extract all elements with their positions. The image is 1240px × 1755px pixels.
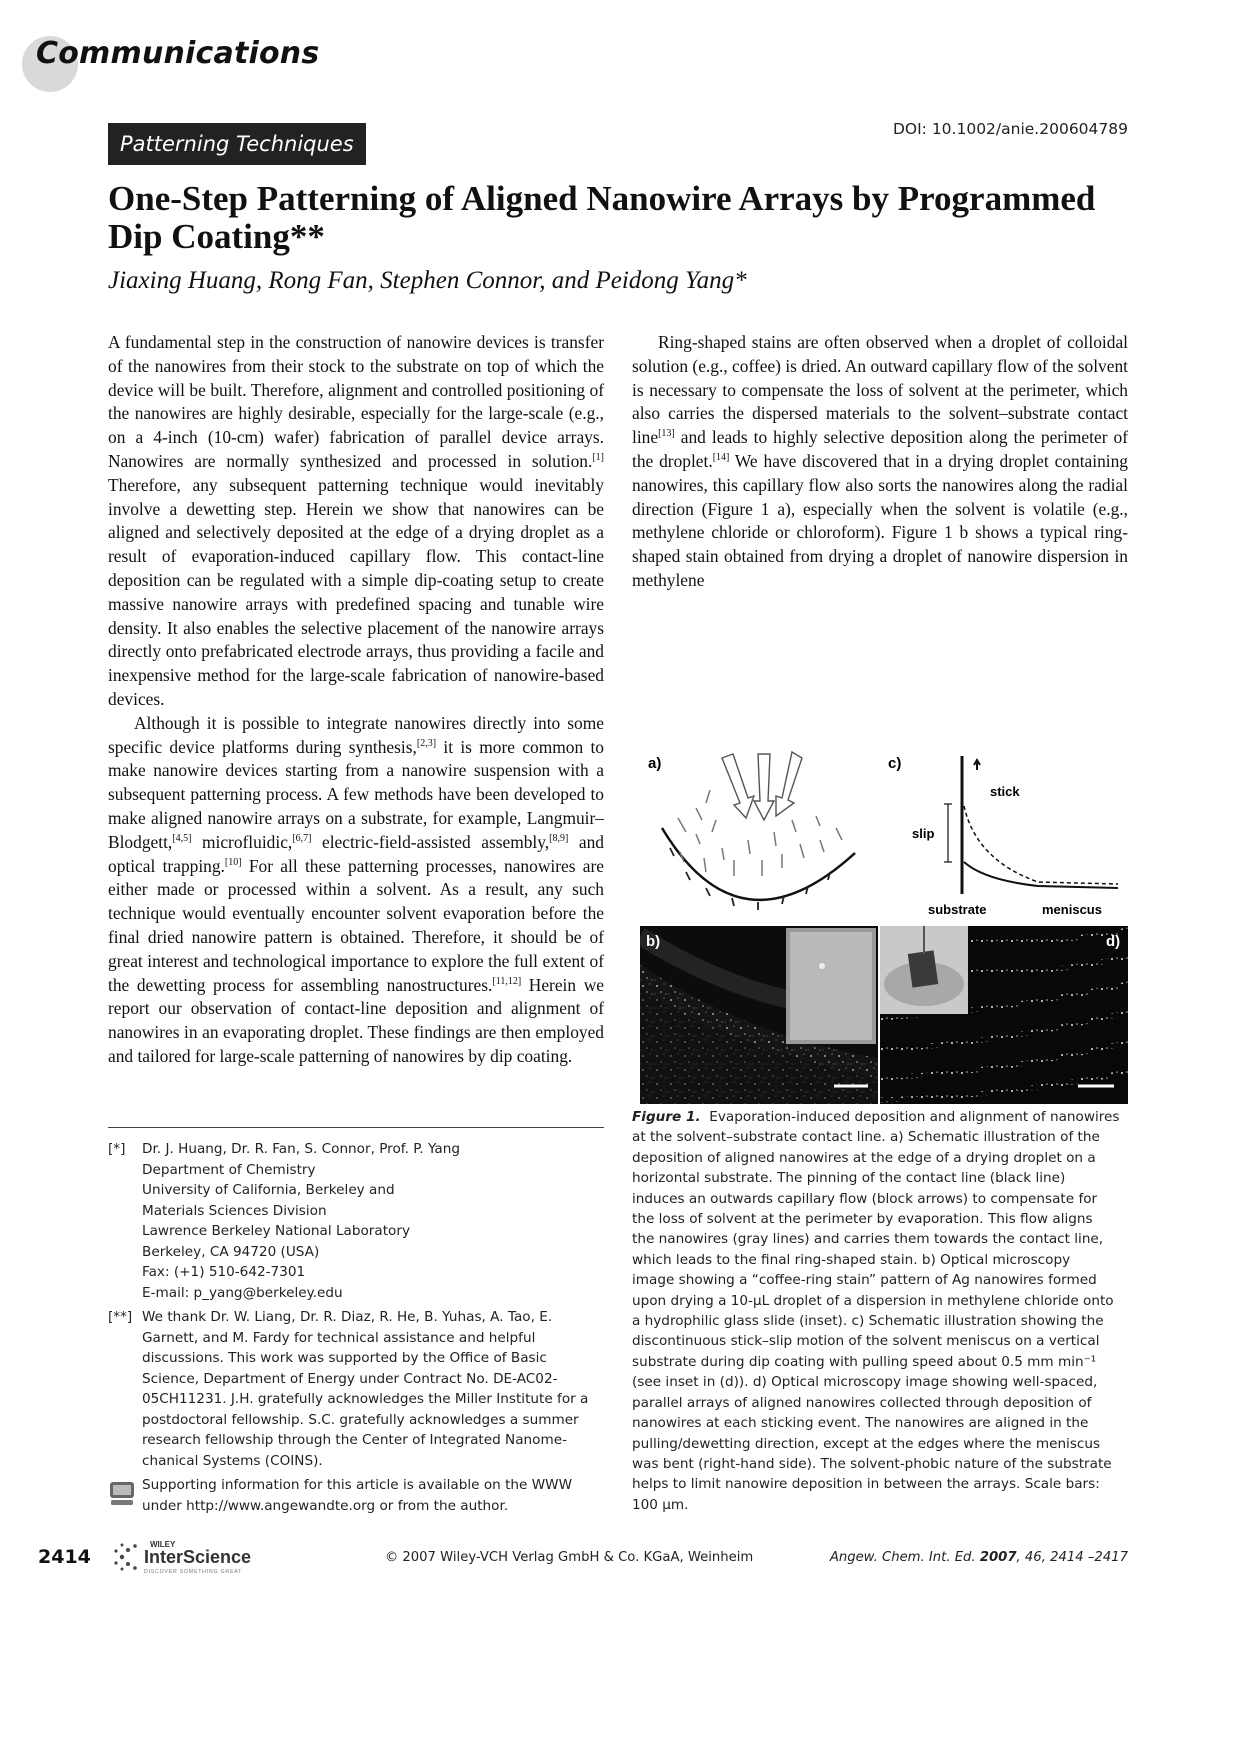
supporting-info — [108, 1475, 608, 1516]
journal-name: Angew. Chem. Int. Ed. — [829, 1550, 980, 1565]
computer-icon — [108, 1479, 136, 1507]
citation-ref[interactable]: [6,7] — [292, 832, 312, 844]
footnote-line: Materials Sciences Division — [142, 1202, 327, 1219]
footnote-line: research fellowship through the Center of Integrated Nanome- — [142, 1432, 568, 1448]
footnote-lines — [142, 1307, 588, 1471]
footnote-line: Department of Chemistry — [142, 1161, 316, 1178]
text-run: it is more common to make nanowire devices starting from a nanowire suspension with a subsequent patterning process. A few methods have been developed to make aligned nanowire arrays on a substrate, for example, Langmuir–Blodgett, — [108, 736, 604, 852]
text-run: Ring-shaped stains are often observed when a droplet of colloidal solution (e.g., coffee) is dried. An outward capillary flow of the solvent is necessary to compensate the loss of solvent at the perimeter, which also carries the dispersed materials to the solvent–substrate contact line — [632, 332, 1128, 448]
figure-panel-d — [880, 926, 1128, 1104]
slip-label: slip — [912, 826, 935, 841]
footnote-line: Garnett, and M. Fardy for technical assistance and helpful — [142, 1329, 536, 1346]
figure-panel-a — [640, 748, 865, 922]
caption-line: discontinuous stick–slip motion of the solvent meniscus on a vertical — [632, 1333, 1100, 1350]
caption-line: substrate during dip coating with pulling speed about 0.5 mm min⁻¹ — [632, 1353, 1097, 1370]
caption-line: which leads to the final ring-shaped stain. b) Optical microscopy — [632, 1251, 1071, 1268]
caption-line: the loss of solvent at the perimeter by evaporation. This flow aligns — [632, 1211, 1093, 1228]
pull-direction-icon — [974, 760, 980, 770]
footnote-mark: [**] — [108, 1309, 133, 1325]
caption-line: was bent (right-hand side). The solvent-phobic nature of the substrate — [632, 1455, 1112, 1472]
caption-line: 100 μm. — [632, 1496, 689, 1513]
footnote-line: 05CH11231. J.H. gratefully acknowledges the Miller Institute for a — [142, 1391, 589, 1407]
footnote-line: Berkeley, CA 94720 (USA) — [142, 1243, 320, 1260]
caption-line: induces an outwards capillary flow (block arrows) to compensate for — [632, 1190, 1098, 1207]
text-run: electric-field-assisted assembly, — [311, 831, 550, 852]
text-run: microfluidic, — [191, 831, 293, 852]
logo-main-text: InterScience — [144, 1547, 252, 1567]
citation-ref[interactable]: [1] — [592, 451, 604, 463]
inset-substrate — [908, 950, 938, 987]
article-authors: Jiaxing Huang, Rong Fan, Stephen Connor, and Peidong Yang* — [108, 267, 747, 294]
footnote-line: Lawrence Berkeley National Laboratory — [142, 1223, 410, 1239]
inset-photo-glass — [790, 932, 872, 1040]
journal-year: 2007 — [979, 1550, 1017, 1565]
footnote-line: chanical Systems (COINS). — [142, 1452, 323, 1469]
caption-line: upon drying a 10-μL droplet of a dispersion in methylene chloride onto — [632, 1292, 1114, 1309]
footnotes — [108, 1139, 608, 1516]
text-run: Although it is possible to integrate nanowires directly into some specific device platforms during synthesis, — [108, 712, 604, 757]
footnote-line: Dr. J. Huang, Dr. R. Fan, S. Connor, Prof. P. Yang — [142, 1141, 460, 1157]
footnote-line: Fax: (+1) 510-642-7301 — [142, 1264, 306, 1280]
stick-label: stick — [990, 784, 1020, 799]
text-run: For all these patterning processes, nanowires are either made or processed within a solvent. As a result, any such technique would eventually encounter solvent evaporation before the final dried nanowire pattern is obtained. Therefore, it should be of great interest and technological importance to explore the full extent of the dewetting process for assembling nanostructures. — [108, 855, 604, 995]
footnote-divider — [108, 1127, 604, 1128]
citation-ref[interactable]: [11,12] — [492, 975, 522, 987]
caption-line: deposition of aligned nanowires at the edge of a drying droplet on a — [632, 1149, 1096, 1166]
supporting-info-lines — [142, 1475, 572, 1516]
caption-line: horizontal substrate. The pinning of the contact line (black line) — [632, 1170, 1066, 1187]
footnote-line: discussions. This work was supported by the Office of Basic — [142, 1350, 547, 1366]
caption-line: nanowires at each sticking event. The nanowires are aligned in the — [632, 1415, 1089, 1432]
body-column-left — [108, 331, 604, 1069]
logo-tagline: DISCOVER SOMETHING GREAT — [144, 1569, 243, 1575]
figure-panel-c — [878, 748, 1128, 922]
body-column-right — [632, 331, 1128, 593]
figure-caption — [632, 1107, 1128, 1515]
citation-ref[interactable]: [2,3] — [416, 737, 437, 749]
logo-mark — [114, 1544, 136, 1571]
panel-label-b: b) — [646, 933, 661, 950]
citation-ref[interactable]: [10] — [224, 856, 242, 868]
supporting-info-link[interactable]: under http://www.angewandte.org or from the author. — [142, 1497, 509, 1514]
doi-link[interactable]: DOI: 10.1002/anie.200604789 — [892, 120, 1128, 138]
footnote-lines — [142, 1139, 460, 1303]
figure-panel-b — [640, 926, 878, 1104]
substrate-label: substrate — [928, 902, 987, 917]
text-run: We have discovered that in a drying droplet containing nanowires, this capillary flow also sorts the nanowires along the radial direction (Figure 1 a), especially when the solvent is volatile (e.g., methylene chloride or chloroform). Figure 1 b shows a typical ring-shaped stain obtained from drying a droplet of nanowire dispersion in methylene — [632, 450, 1128, 590]
panel-label-c: c) — [888, 755, 902, 772]
footnote-line: Science, Department of Energy under Contract No. DE-AC02- — [142, 1370, 558, 1387]
footnote-line: postdoctoral fellowship. S.C. gratefully acknowledges a summer — [142, 1411, 579, 1428]
journal-citation — [830, 1550, 1128, 1565]
citation-ref[interactable]: [8,9] — [549, 832, 569, 844]
article-title: One-Step Patterning of Aligned Nanowire Arrays by Programmed Dip Coating** — [108, 179, 1096, 256]
caption-line: the nanowires (gray lines) and carries them towards the contact line, — [632, 1231, 1104, 1248]
caption-line — [632, 1107, 1128, 1127]
inset-droplet — [819, 963, 825, 969]
footnote-acknowledgment — [108, 1307, 608, 1471]
caption-title: Figure 1. — [632, 1109, 701, 1125]
panel-label-a: a) — [648, 755, 662, 772]
logo-small-text: WILEY — [150, 1540, 176, 1549]
citation-ref[interactable]: [14] — [712, 451, 730, 463]
topic-tag: Patterning Techniques — [108, 123, 366, 165]
text-run: Therefore, any subsequent patterning technique would inevitably involve a dewetting step. Herein we show that nanowires can be aligned and selectively deposited at the edge of a drying droplet as a result of evaporation-induced capillary flow. This contact-line deposition can be regulated with a simple dip-coating setup to create massive nanowire arrays with predefined spacing and tunable wire density. It also enables the selective placement of the nanowire arrays directly onto prefabricated electrode arrays, thus providing a facile and inexpensive method for the large-scale fabrication of nanowire-based devices. — [108, 474, 604, 709]
text-run: and optical trapping. — [108, 831, 604, 876]
caption-line: parallel arrays of aligned nanowires collected through deposition of — [632, 1394, 1092, 1411]
contact-line — [662, 828, 855, 900]
footnote-affiliation — [108, 1139, 608, 1303]
interscience-logo — [108, 1537, 278, 1577]
caption-line: at the solvent–substrate contact line. a) Schematic illustration of the — [632, 1129, 1100, 1146]
capillary-flow-arrows — [722, 752, 802, 820]
caption-line: (see inset in (d)). d) Optical microscopy image showing well-spaced, — [632, 1374, 1098, 1391]
footnote-line: We thank Dr. W. Liang, Dr. R. Diaz, R. He, B. Yuhas, A. Tao, E. — [142, 1309, 553, 1325]
deposited-nanowires — [670, 848, 830, 910]
nanowires — [678, 790, 842, 876]
citation-ref[interactable]: [4,5] — [172, 832, 192, 844]
supporting-info-line: Supporting information for this article is available on the WWW — [142, 1477, 573, 1493]
email-link[interactable]: E-mail: p_yang@berkeley.edu — [142, 1284, 343, 1301]
paragraph-methods — [108, 712, 604, 1069]
meniscus-stick — [964, 806, 1118, 884]
footnote-mark: [*] — [108, 1141, 126, 1157]
panel-label-d: d) — [1106, 933, 1121, 950]
text-run: Herein we report our observation of contact-line deposition and alignment of nanowires in an evaporating droplet. These findings are then employed and tailored for large-scale patterning of nanowires by dip coating. — [108, 974, 604, 1066]
text-run: A fundamental step in the construction of nanowire devices is transfer of the nanowires from their stock to the substrate on top of which the device will be built. Therefore, alignment and controlled positioning of the nanowires are highly desirable, especially for the large-scale (e.g., on a 4-inch (10-cm) wafer) fabrication of parallel device arrays. Nanowires are normally synthesized and processed in solution. — [108, 332, 604, 471]
caption-text: Evaporation-induced deposition and alignment of nanowires — [709, 1109, 1120, 1125]
caption-line: a hydrophilic glass slide (inset). c) Schematic illustration showing the — [632, 1313, 1104, 1330]
meniscus-label: meniscus — [1042, 902, 1102, 917]
text-run: and leads to highly selective deposition along the perimeter of the droplet. — [632, 427, 1128, 471]
caption-line: helps to limit nanowire deposition in between the arrays. Scale bars: — [632, 1476, 1100, 1493]
page-number: 2414 — [38, 1546, 91, 1568]
caption-line: pulling/dewetting direction, except at the edges where the meniscus — [632, 1435, 1101, 1452]
citation-ref[interactable]: [13] — [658, 428, 675, 440]
paragraph-intro — [108, 331, 604, 712]
section-label: Communications — [36, 36, 320, 71]
caption-line: image showing a “coffee-ring stain” pattern of Ag nanowires formed — [632, 1272, 1097, 1289]
copyright: © 2007 Wiley-VCH Verlag GmbH & Co. KGaA, Weinheim — [385, 1550, 754, 1565]
footnote-line: University of California, Berkeley and — [142, 1182, 395, 1198]
paragraph-ring-stain — [632, 331, 1128, 593]
journal-volume-pages: , 46, 2414 –2417 — [1016, 1550, 1128, 1565]
